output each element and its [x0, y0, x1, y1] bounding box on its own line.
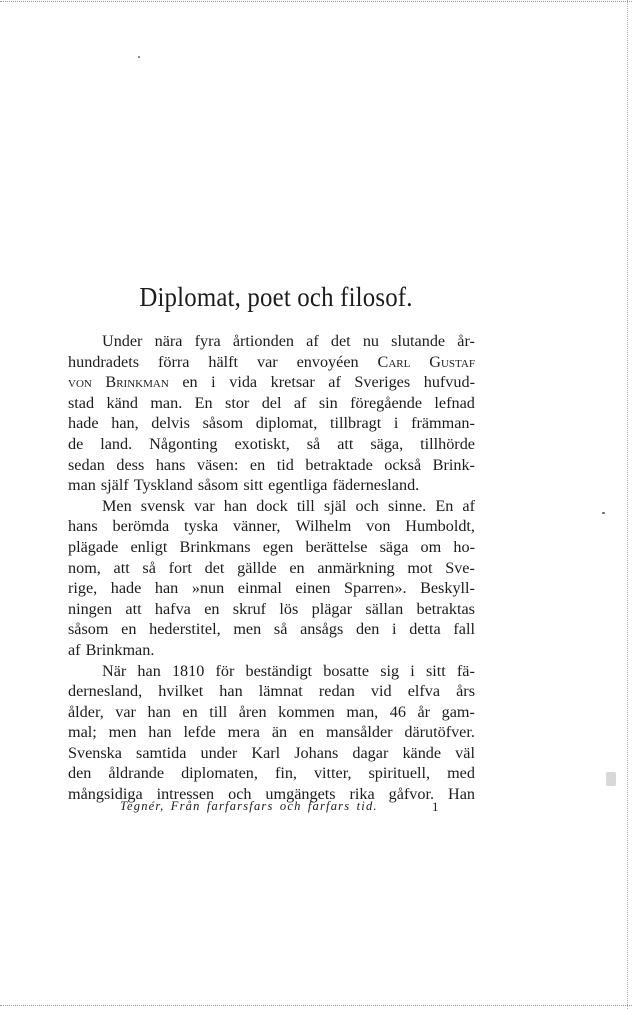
text-line — [68, 640, 475, 661]
word: exotiskt, — [234, 434, 290, 453]
word: egentliga — [268, 476, 328, 495]
word: gam- — [441, 702, 475, 721]
text-line — [68, 496, 475, 517]
chapter-title: Diplomat, poet och filosof. — [139, 282, 413, 312]
word: årtionden — [232, 332, 294, 350]
word: nom, — [68, 558, 101, 577]
word: ningen — [68, 599, 113, 618]
word: Gustaf — [429, 352, 475, 371]
word: främman- — [411, 414, 475, 433]
word: slutande — [391, 332, 446, 350]
text-line — [68, 578, 475, 599]
word: mångsidiga — [68, 785, 143, 804]
scan-edge-top — [0, 1, 632, 2]
word: säga — [379, 537, 409, 556]
word: fyra — [194, 332, 221, 350]
word: med — [447, 764, 475, 783]
text-line — [68, 475, 475, 496]
word: dock — [256, 496, 288, 515]
word: betraktade — [305, 455, 373, 474]
word: en — [298, 723, 315, 742]
word: af — [306, 332, 319, 350]
word: ansågs — [300, 620, 344, 639]
word: han — [137, 661, 161, 680]
word: lefde — [183, 723, 216, 742]
word: i — [392, 620, 397, 639]
signature-mark: 1 — [432, 799, 439, 814]
word: hvilket — [158, 682, 204, 701]
text-line — [68, 352, 475, 373]
scan-speck — [602, 512, 605, 514]
word: kommen — [278, 702, 335, 721]
word: diplomaten, — [181, 764, 258, 783]
scan-edge-bottom — [0, 1005, 632, 1006]
word: detta — [409, 620, 441, 639]
word: delvis — [151, 414, 190, 433]
word: vitter, — [313, 764, 352, 783]
text-line — [68, 661, 475, 682]
word: att — [337, 434, 354, 453]
text-line — [68, 763, 475, 784]
word: del — [261, 393, 282, 412]
word: tillbragt — [330, 414, 382, 433]
word: en — [182, 702, 198, 721]
word: år- — [457, 332, 475, 350]
word: fin, — [274, 764, 297, 783]
word: Under — [102, 332, 143, 350]
word: så — [306, 434, 321, 453]
word: 1810 — [171, 661, 205, 680]
word: de — [68, 434, 84, 453]
word: lös — [279, 599, 299, 618]
word: Wilhelm — [295, 517, 352, 536]
word: lämnat — [258, 682, 303, 701]
word: af — [328, 373, 341, 392]
word: sedan — [68, 455, 105, 474]
word: såsom — [202, 414, 244, 433]
word: När — [102, 661, 127, 680]
word: och — [355, 496, 379, 515]
word: också — [384, 455, 422, 474]
word: man. — [150, 393, 183, 412]
word: Han — [448, 785, 475, 804]
word: bosatte — [323, 661, 370, 680]
word: lefnad — [434, 393, 475, 412]
word: Svenska — [68, 743, 122, 762]
word: han — [154, 579, 179, 598]
word: betraktas — [416, 599, 475, 618]
word: än — [271, 723, 288, 742]
text-line — [68, 619, 475, 640]
text-line — [68, 743, 475, 764]
word: till — [209, 702, 228, 721]
word: rige, — [68, 579, 98, 598]
word: berömda — [112, 517, 170, 536]
word: fä- — [456, 661, 475, 680]
word: anmärkning — [317, 558, 395, 577]
text-line — [68, 455, 475, 476]
word: så — [273, 620, 288, 639]
word: enligt — [130, 537, 168, 556]
word: en — [121, 620, 137, 639]
word: han — [223, 496, 248, 515]
word: samtida — [136, 743, 187, 762]
word: en — [182, 373, 198, 392]
word: rika — [349, 785, 375, 804]
word: fort — [168, 558, 192, 577]
word: von — [68, 373, 92, 392]
word: fädernesland. — [332, 476, 420, 495]
word: hufvud- — [423, 373, 475, 392]
word: redan — [318, 682, 355, 701]
body-text — [68, 331, 475, 805]
word: »nun — [191, 579, 225, 598]
word: han, — [111, 414, 139, 433]
word: och — [228, 785, 252, 804]
word: umgängets — [265, 785, 336, 804]
word: men — [108, 723, 137, 742]
word: skruf — [232, 599, 267, 618]
word: sitt — [425, 661, 446, 680]
word: att — [125, 599, 142, 618]
word: att — [113, 558, 130, 577]
word: Humboldt, — [405, 517, 475, 536]
word: Carl — [377, 352, 411, 371]
word: själf — [100, 476, 129, 495]
word: mot — [407, 558, 433, 577]
word: om — [420, 537, 442, 556]
word: åldrande — [108, 764, 165, 783]
word: en — [289, 558, 305, 577]
word: Men — [102, 496, 132, 515]
word: Tyskland — [133, 476, 193, 495]
word: nu — [362, 332, 379, 350]
word: i — [211, 373, 216, 392]
word: dernesland, — [68, 682, 143, 701]
word: En — [435, 496, 454, 515]
word: känd — [106, 393, 138, 412]
word: Brinkmans — [179, 537, 251, 556]
word: sin — [318, 393, 338, 412]
word: tid — [276, 455, 294, 474]
word: svensk — [140, 496, 185, 515]
word: diplomat, — [255, 414, 318, 433]
word: dagar — [352, 743, 389, 762]
text-line — [68, 393, 475, 414]
word: vänner, — [233, 517, 281, 536]
word: gåfvor. — [388, 785, 435, 804]
word: sällan — [365, 599, 404, 618]
word: var — [115, 702, 136, 721]
word: plägar — [311, 599, 353, 618]
word: hade — [68, 414, 99, 433]
word: ålder, — [68, 702, 104, 721]
word: ho- — [453, 537, 475, 556]
word: dess — [116, 455, 145, 474]
word: men — [233, 620, 262, 639]
word: beständigt — [245, 661, 313, 680]
text-line — [68, 681, 475, 702]
word: för — [215, 661, 235, 680]
word: Brink- — [432, 455, 475, 474]
word: års — [456, 682, 475, 701]
word: till — [296, 496, 315, 515]
word: stor — [225, 393, 250, 412]
word: han — [147, 702, 171, 721]
word: hälft — [208, 352, 239, 371]
word: einen — [295, 579, 331, 598]
word: stad — [68, 393, 95, 412]
word: af — [462, 496, 475, 515]
text-line — [68, 558, 475, 579]
word: det — [204, 558, 225, 577]
word: såsom — [197, 476, 239, 495]
word: envoyéen — [296, 352, 359, 371]
word: von — [366, 517, 391, 536]
text-line — [68, 599, 475, 620]
word: år — [417, 702, 431, 721]
word: åren — [238, 702, 267, 721]
word: tillhörde — [420, 434, 475, 453]
word: den — [68, 764, 92, 783]
word: hans — [68, 517, 98, 536]
text-line — [68, 516, 475, 537]
word: sitt — [243, 476, 264, 495]
word: elfva — [407, 682, 441, 701]
text-line — [68, 702, 475, 723]
word: mal; — [68, 723, 97, 742]
text-line — [68, 331, 475, 352]
word: säga, — [370, 434, 404, 453]
word: Någonting — [149, 434, 218, 453]
word: mera — [227, 723, 260, 742]
word: Sve- — [445, 558, 475, 577]
word: En — [194, 393, 213, 412]
word: förra — [157, 352, 190, 371]
word: vida — [229, 373, 258, 392]
word: Johans — [294, 743, 339, 762]
word: var — [256, 352, 278, 371]
word: själ — [323, 496, 347, 515]
word: kretsar — [270, 373, 315, 392]
text-line — [68, 413, 475, 434]
word: hundradets — [68, 352, 140, 371]
word: såsom — [68, 620, 109, 639]
word: man — [68, 476, 96, 495]
word: den — [355, 620, 380, 639]
word: en — [204, 599, 220, 618]
word: egen — [262, 537, 294, 556]
word: var — [193, 496, 215, 515]
word: man, — [346, 702, 379, 721]
running-footer: Tegnér, Från farfarsfars och farfars tid. — [120, 799, 378, 813]
word: Sparren». — [344, 579, 407, 598]
word: tyska — [184, 517, 219, 536]
word: Brinkman — [105, 373, 169, 392]
word: hederstitel, — [149, 620, 221, 639]
word: därutöfver. — [404, 723, 475, 742]
word: Sveriges — [354, 373, 411, 392]
word: hade — [110, 579, 142, 598]
word: af — [68, 640, 81, 659]
word: hans — [155, 455, 186, 474]
text-line — [68, 434, 475, 455]
word: Beskyll- — [420, 579, 475, 598]
word: sinne. — [388, 496, 427, 515]
word: väl — [455, 743, 475, 762]
scan-speck — [606, 772, 616, 786]
scan-speck — [138, 56, 140, 58]
word: hafva — [154, 599, 191, 618]
text-line — [68, 372, 475, 393]
word: vid — [370, 682, 392, 701]
word: af — [293, 393, 307, 412]
word: land. — [100, 434, 133, 453]
word: Karl — [251, 743, 281, 762]
word: en — [249, 455, 266, 474]
word: Brinkman. — [85, 640, 155, 659]
word: kände — [402, 743, 442, 762]
word: så — [142, 558, 156, 577]
word: i — [410, 661, 415, 680]
word: han — [148, 723, 172, 742]
word: gällde — [237, 558, 277, 577]
word: i — [393, 414, 399, 433]
word: väsen: — [197, 455, 239, 474]
word: 46 — [389, 702, 406, 721]
word: föregående — [350, 393, 423, 412]
word: mansålder — [326, 723, 393, 742]
word: under — [200, 743, 238, 762]
word: spirituell, — [368, 764, 431, 783]
word: intressen — [156, 785, 215, 804]
text-line — [68, 722, 475, 743]
scan-edge-right — [627, 0, 628, 1009]
word: det — [330, 332, 351, 350]
word: berättelse — [305, 537, 368, 556]
word: einmal — [237, 579, 282, 598]
word: sig — [380, 661, 400, 680]
word: plägade — [68, 537, 119, 556]
word: nära — [154, 332, 183, 350]
word: fall — [453, 620, 475, 639]
word: han — [219, 682, 243, 701]
text-line — [68, 537, 475, 558]
